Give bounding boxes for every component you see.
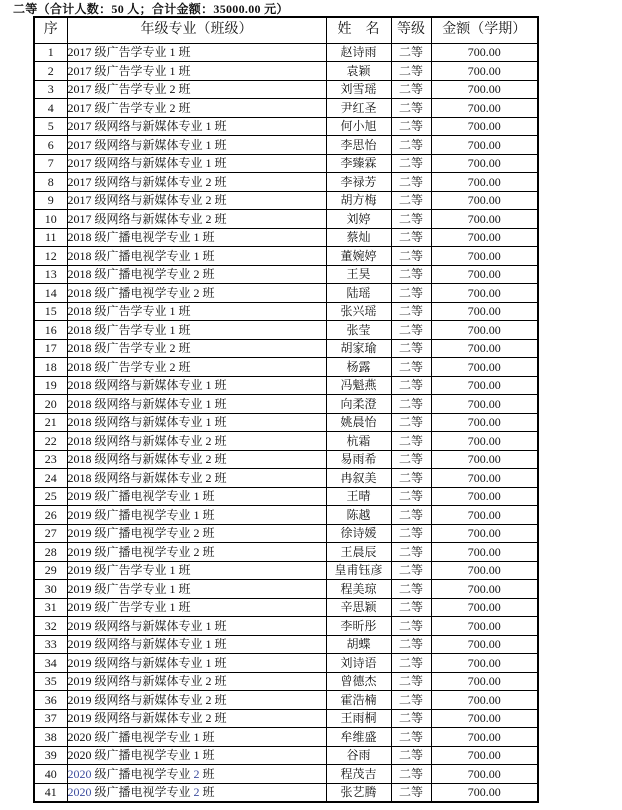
level-cell: 二等 (391, 173, 431, 192)
name-cell: 董婉婷 (326, 247, 391, 266)
row-number-cell: 9 (34, 191, 67, 210)
class-cell: 2019 级广告学专业 1 班 (67, 580, 326, 599)
level-cell: 二等 (391, 783, 431, 802)
table-row (34, 247, 538, 266)
class-cell: 2019 级广播电视学专业 1 班 (67, 506, 326, 525)
name-cell: 杨露 (326, 358, 391, 377)
level-cell: 二等 (391, 469, 431, 488)
amount-cell: 700.00 (431, 709, 538, 728)
row-number-cell: 14 (34, 284, 67, 303)
name-cell: 蔡灿 (326, 228, 391, 247)
table-row (34, 617, 538, 636)
table-row (34, 691, 538, 710)
class-cell: 2017 级网络与新媒体专业 2 班 (67, 173, 326, 192)
name-cell: 霍浩楠 (326, 691, 391, 710)
table-row (34, 43, 538, 62)
name-cell: 皇甫钰彦 (326, 561, 391, 580)
amount-cell: 700.00 (431, 413, 538, 432)
name-cell: 曾德杰 (326, 672, 391, 691)
class-cell: 2018 级网络与新媒体专业 1 班 (67, 376, 326, 395)
table-row (34, 321, 538, 340)
amount-cell: 700.00 (431, 228, 538, 247)
name-cell: 姚晨怡 (326, 413, 391, 432)
amount-cell: 700.00 (431, 654, 538, 673)
class-cell: 2017 级广告学专业 1 班 (67, 43, 326, 62)
row-number-cell: 27 (34, 524, 67, 543)
table-row (34, 376, 538, 395)
amount-cell: 700.00 (431, 580, 538, 599)
table-row (34, 80, 538, 99)
row-number-cell: 41 (34, 783, 67, 802)
amount-cell: 700.00 (431, 691, 538, 710)
header-name: 姓 名 (326, 17, 391, 43)
class-cell: 2017 级网络与新媒体专业 1 班 (67, 154, 326, 173)
header-no: 序 (34, 17, 67, 43)
amount-cell: 700.00 (431, 62, 538, 81)
header-level: 等级 (391, 17, 431, 43)
name-cell: 胡方梅 (326, 191, 391, 210)
name-cell: 王昊 (326, 265, 391, 284)
name-cell: 辛思颖 (326, 598, 391, 617)
row-number-cell: 4 (34, 99, 67, 118)
section-title: 二等（合计人数：50 人；合计金额：35000.00 元） (13, 2, 289, 16)
level-cell: 二等 (391, 580, 431, 599)
name-cell: 王晨辰 (326, 543, 391, 562)
class-cell: 2019 级网络与新媒体专业 1 班 (67, 617, 326, 636)
class-cell: 2017 级网络与新媒体专业 1 班 (67, 136, 326, 155)
level-cell: 二等 (391, 709, 431, 728)
table-row (34, 154, 538, 173)
class-cell: 2020 级广播电视学专业 1 班 (67, 728, 326, 747)
name-cell: 赵诗雨 (326, 43, 391, 62)
name-cell: 王雨桐 (326, 709, 391, 728)
name-cell: 胡蝶 (326, 635, 391, 654)
table-row (34, 783, 538, 802)
row-number-cell: 11 (34, 228, 67, 247)
table-row (34, 191, 538, 210)
table-row (34, 672, 538, 691)
row-number-cell: 21 (34, 413, 67, 432)
table-body (34, 43, 538, 802)
row-number-cell: 8 (34, 173, 67, 192)
table-row (34, 746, 538, 765)
level-cell: 二等 (391, 136, 431, 155)
name-cell: 尹红圣 (326, 99, 391, 118)
amount-cell: 700.00 (431, 321, 538, 340)
class-cell: 2017 级网络与新媒体专业 2 班 (67, 191, 326, 210)
name-cell: 刘雪瑶 (326, 80, 391, 99)
level-cell: 二等 (391, 321, 431, 340)
row-number-cell: 5 (34, 117, 67, 136)
level-cell: 二等 (391, 543, 431, 562)
class-cell: 2017 级广告学专业 2 班 (67, 80, 326, 99)
amount-cell: 700.00 (431, 450, 538, 469)
row-number-cell: 25 (34, 487, 67, 506)
amount-cell: 700.00 (431, 783, 538, 802)
amount-cell: 700.00 (431, 598, 538, 617)
level-cell: 二等 (391, 43, 431, 62)
row-number-cell: 22 (34, 432, 67, 451)
row-number-cell: 6 (34, 136, 67, 155)
level-cell: 二等 (391, 210, 431, 229)
name-cell: 袁颖 (326, 62, 391, 81)
name-cell: 李思怡 (326, 136, 391, 155)
table-row (34, 228, 538, 247)
table-row (34, 765, 538, 784)
level-cell: 二等 (391, 654, 431, 673)
level-cell: 二等 (391, 302, 431, 321)
row-number-cell: 15 (34, 302, 67, 321)
class-cell: 2018 级网络与新媒体专业 2 班 (67, 469, 326, 488)
name-cell: 牟维盛 (326, 728, 391, 747)
class-cell: 2019 级广播电视学专业 2 班 (67, 524, 326, 543)
table-row (34, 62, 538, 81)
table-row (34, 506, 538, 525)
class-cell: 2017 级广告学专业 2 班 (67, 99, 326, 118)
level-cell: 二等 (391, 376, 431, 395)
row-number-cell: 16 (34, 321, 67, 340)
table-row (34, 99, 538, 118)
row-number-cell: 2 (34, 62, 67, 81)
table-row (34, 561, 538, 580)
amount-cell: 700.00 (431, 247, 538, 266)
class-cell: 2018 级广播电视学专业 1 班 (67, 247, 326, 266)
name-cell: 徐诗媛 (326, 524, 391, 543)
class-cell: 2019 级广告学专业 1 班 (67, 598, 326, 617)
amount-cell: 700.00 (431, 672, 538, 691)
name-cell: 胡家瑜 (326, 339, 391, 358)
level-cell: 二等 (391, 117, 431, 136)
table-header-row (34, 17, 538, 43)
header-amount: 金额（学期） (431, 17, 538, 43)
amount-cell: 700.00 (431, 136, 538, 155)
row-number-cell: 32 (34, 617, 67, 636)
row-number-cell: 26 (34, 506, 67, 525)
level-cell: 二等 (391, 191, 431, 210)
header-class: 年级专业（班级） (67, 17, 326, 43)
amount-cell: 700.00 (431, 561, 538, 580)
table-row (34, 339, 538, 358)
table-row (34, 173, 538, 192)
level-cell: 二等 (391, 339, 431, 358)
amount-cell: 700.00 (431, 210, 538, 229)
class-cell: 2019 级广告学专业 1 班 (67, 561, 326, 580)
row-number-cell: 39 (34, 746, 67, 765)
class-cell: 2020 级广播电视学专业 2 班 (67, 783, 326, 802)
amount-cell: 700.00 (431, 746, 538, 765)
class-cell: 2018 级网络与新媒体专业 2 班 (67, 450, 326, 469)
row-number-cell: 19 (34, 376, 67, 395)
level-cell: 二等 (391, 617, 431, 636)
amount-cell: 700.00 (431, 543, 538, 562)
amount-cell: 700.00 (431, 265, 538, 284)
amount-cell: 700.00 (431, 302, 538, 321)
row-number-cell: 24 (34, 469, 67, 488)
level-cell: 二等 (391, 265, 431, 284)
name-cell: 程茂吉 (326, 765, 391, 784)
row-number-cell: 36 (34, 691, 67, 710)
table-row (34, 654, 538, 673)
table-row (34, 210, 538, 229)
class-cell: 2019 级网络与新媒体专业 1 班 (67, 635, 326, 654)
name-cell: 易雨希 (326, 450, 391, 469)
amount-cell: 700.00 (431, 284, 538, 303)
class-cell: 2018 级广告学专业 1 班 (67, 302, 326, 321)
amount-cell: 700.00 (431, 617, 538, 636)
class-cell: 2017 级广告学专业 1 班 (67, 62, 326, 81)
amount-cell: 700.00 (431, 524, 538, 543)
level-cell: 二等 (391, 728, 431, 747)
row-number-cell: 33 (34, 635, 67, 654)
class-cell: 2019 级网络与新媒体专业 2 班 (67, 672, 326, 691)
name-cell: 张艺腾 (326, 783, 391, 802)
row-number-cell: 1 (34, 43, 67, 62)
table-row (34, 432, 538, 451)
name-cell: 冯魁燕 (326, 376, 391, 395)
table-row (34, 117, 538, 136)
name-cell: 谷雨 (326, 746, 391, 765)
row-number-cell: 29 (34, 561, 67, 580)
amount-cell: 700.00 (431, 339, 538, 358)
level-cell: 二等 (391, 80, 431, 99)
row-number-cell: 20 (34, 395, 67, 414)
name-cell: 李臻霖 (326, 154, 391, 173)
name-cell: 陆瑶 (326, 284, 391, 303)
amount-cell: 700.00 (431, 358, 538, 377)
row-number-cell: 38 (34, 728, 67, 747)
amount-cell: 700.00 (431, 80, 538, 99)
row-number-cell: 34 (34, 654, 67, 673)
table-row (34, 265, 538, 284)
row-number-cell: 35 (34, 672, 67, 691)
row-number-cell: 18 (34, 358, 67, 377)
amount-cell: 700.00 (431, 395, 538, 414)
table-row (34, 487, 538, 506)
level-cell: 二等 (391, 358, 431, 377)
row-number-cell: 28 (34, 543, 67, 562)
name-cell: 刘婷 (326, 210, 391, 229)
row-number-cell: 30 (34, 580, 67, 599)
amount-cell: 700.00 (431, 99, 538, 118)
row-number-cell: 10 (34, 210, 67, 229)
class-cell: 2018 级广播电视学专业 1 班 (67, 228, 326, 247)
level-cell: 二等 (391, 691, 431, 710)
level-cell: 二等 (391, 506, 431, 525)
name-cell: 程美琼 (326, 580, 391, 599)
level-cell: 二等 (391, 62, 431, 81)
amount-cell: 700.00 (431, 487, 538, 506)
class-cell: 2019 级网络与新媒体专业 2 班 (67, 691, 326, 710)
class-cell: 2018 级网络与新媒体专业 2 班 (67, 432, 326, 451)
amount-cell: 700.00 (431, 376, 538, 395)
level-cell: 二等 (391, 154, 431, 173)
name-cell: 张兴瑶 (326, 302, 391, 321)
level-cell: 二等 (391, 635, 431, 654)
amount-cell: 700.00 (431, 635, 538, 654)
amount-cell: 700.00 (431, 432, 538, 451)
name-cell: 王晴 (326, 487, 391, 506)
class-cell: 2018 级广播电视学专业 2 班 (67, 284, 326, 303)
table-row (34, 524, 538, 543)
amount-cell: 700.00 (431, 728, 538, 747)
level-cell: 二等 (391, 598, 431, 617)
table-row (34, 469, 538, 488)
name-cell: 张莹 (326, 321, 391, 340)
table-row (34, 709, 538, 728)
class-cell: 2019 级网络与新媒体专业 2 班 (67, 709, 326, 728)
level-cell: 二等 (391, 524, 431, 543)
level-cell: 二等 (391, 450, 431, 469)
name-cell: 李昕彤 (326, 617, 391, 636)
name-cell: 何小旭 (326, 117, 391, 136)
name-cell: 向柔澄 (326, 395, 391, 414)
level-cell: 二等 (391, 99, 431, 118)
scholarship-table (33, 16, 539, 803)
class-cell: 2017 级网络与新媒体专业 1 班 (67, 117, 326, 136)
amount-cell: 700.00 (431, 117, 538, 136)
level-cell: 二等 (391, 284, 431, 303)
class-cell: 2019 级网络与新媒体专业 1 班 (67, 654, 326, 673)
level-cell: 二等 (391, 395, 431, 414)
level-cell: 二等 (391, 672, 431, 691)
table-row (34, 450, 538, 469)
table-row (34, 302, 538, 321)
level-cell: 二等 (391, 432, 431, 451)
table-row (34, 136, 538, 155)
row-number-cell: 40 (34, 765, 67, 784)
table-row (34, 284, 538, 303)
name-cell: 冉叙美 (326, 469, 391, 488)
level-cell: 二等 (391, 487, 431, 506)
row-number-cell: 31 (34, 598, 67, 617)
table-row (34, 580, 538, 599)
class-cell: 2019 级广播电视学专业 1 班 (67, 487, 326, 506)
row-number-cell: 3 (34, 80, 67, 99)
level-cell: 二等 (391, 746, 431, 765)
table-row (34, 635, 538, 654)
table-row (34, 728, 538, 747)
amount-cell: 700.00 (431, 154, 538, 173)
class-cell: 2018 级网络与新媒体专业 1 班 (67, 395, 326, 414)
table-row (34, 543, 538, 562)
name-cell: 陈越 (326, 506, 391, 525)
row-number-cell: 23 (34, 450, 67, 469)
class-cell: 2019 级广播电视学专业 2 班 (67, 543, 326, 562)
amount-cell: 700.00 (431, 43, 538, 62)
name-cell: 杭霜 (326, 432, 391, 451)
level-cell: 二等 (391, 413, 431, 432)
amount-cell: 700.00 (431, 173, 538, 192)
amount-cell: 700.00 (431, 469, 538, 488)
level-cell: 二等 (391, 765, 431, 784)
name-cell: 刘诗语 (326, 654, 391, 673)
row-number-cell: 7 (34, 154, 67, 173)
table-row (34, 395, 538, 414)
class-cell: 2018 级广告学专业 1 班 (67, 321, 326, 340)
level-cell: 二等 (391, 228, 431, 247)
amount-cell: 700.00 (431, 191, 538, 210)
table-row (34, 413, 538, 432)
table-row (34, 358, 538, 377)
row-number-cell: 37 (34, 709, 67, 728)
class-cell: 2020 级广播电视学专业 2 班 (67, 765, 326, 784)
amount-cell: 700.00 (431, 765, 538, 784)
class-cell: 2018 级网络与新媒体专业 1 班 (67, 413, 326, 432)
level-cell: 二等 (391, 561, 431, 580)
name-cell: 李禄芳 (326, 173, 391, 192)
row-number-cell: 17 (34, 339, 67, 358)
class-cell: 2017 级网络与新媒体专业 2 班 (67, 210, 326, 229)
amount-cell: 700.00 (431, 506, 538, 525)
table-row (34, 598, 538, 617)
class-cell: 2020 级广播电视学专业 1 班 (67, 746, 326, 765)
level-cell: 二等 (391, 247, 431, 266)
class-cell: 2018 级广告学专业 2 班 (67, 339, 326, 358)
row-number-cell: 12 (34, 247, 67, 266)
class-cell: 2018 级广告学专业 2 班 (67, 358, 326, 377)
class-cell: 2018 级广播电视学专业 2 班 (67, 265, 326, 284)
row-number-cell: 13 (34, 265, 67, 284)
